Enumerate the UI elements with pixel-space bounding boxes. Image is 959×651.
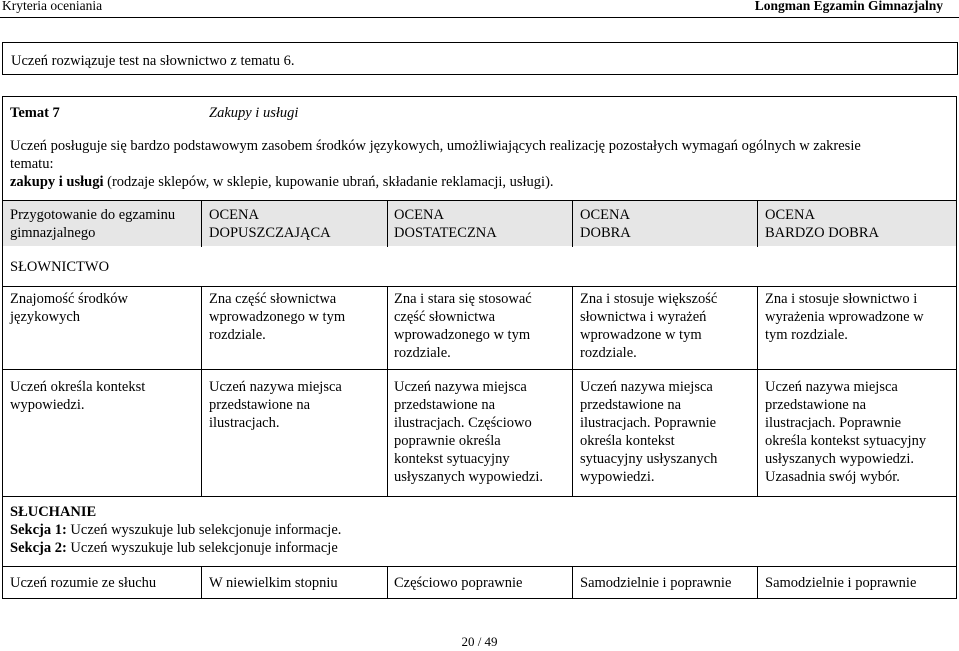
header-prep [10,206,175,242]
rule-row2 [3,496,957,497]
row1-grade-4 [580,290,755,362]
row2-grade-5-l4: określa kontekst sytuacyjny [765,433,927,449]
row2-grade-2-l2: przedstawione na [209,397,311,413]
row2-grade-4-l3: ilustracjach. Poprawnie [580,415,717,431]
topic-desc-rest: (rodzaje sklepów, w sklepie, kupowanie ubrań, składanie reklamacji, usługi). [103,174,554,190]
col-rule-4b [757,286,758,497]
col-rule-2b [387,286,388,497]
topic-desc-bold: zakupy i usługi [10,174,104,190]
row1-grade-3 [394,290,569,362]
row2-grade-4-l5: sytuacyjny usłyszanych [580,451,718,467]
row2-criterion-l1: Uczeń określa kontekst [10,379,146,395]
row1-grade-5-l2: wyrażenia wprowadzone w [765,309,924,325]
page-number: 20 / 49 [461,634,498,649]
row2-grade-4-l1: Uczeń nazywa miejsca [580,379,713,395]
header-grade-4-line1: OCENA [580,207,630,223]
last-row-grade-3: Częściowo poprawnie [394,575,523,591]
row1-grade-3-l1: Zna i stara się stosować [394,291,532,307]
row1-grade-2-l3: rozdziale. [209,327,266,343]
previous-topic-box [2,42,958,75]
header-rule [0,17,959,18]
page-header [0,0,959,20]
listening-title: SŁUCHANIE [10,504,97,520]
header-grade-4 [580,206,631,242]
row2-grade-2 [209,378,384,432]
row2-grade-3-l1: Uczeń nazywa miejsca [394,379,527,395]
row1-grade-2 [209,290,384,344]
col-rule-2a [387,200,388,247]
row1-grade-5-l3: tym rozdziale. [765,327,848,343]
row1-grade-4-l4: rozdziale. [580,345,637,361]
row2-grade-5-l1: Uczeń nazywa miejsca [765,379,898,395]
row2-grade-3-l4: poprawnie określa [394,433,501,449]
row2-grade-5 [765,378,955,486]
row2-grade-3-l5: kontekst sytuacyjny [394,451,510,467]
listening-s2-label: Sekcja 2: [10,540,67,556]
row2-criterion-l2: wypowiedzi. [10,397,85,413]
topic-desc-line3 [10,173,955,191]
rule-above-last [3,566,957,567]
row2-grade-3-l6: usłyszanych wypowiedzi. [394,469,543,485]
header-prep-line2: gimnazjalnego [10,225,96,241]
section-vocabulary: SŁOWNICTWO [10,259,110,275]
row2-criterion [10,378,195,414]
rule-above-header [3,200,957,201]
row1-grade-4-l3: wprowadzone w tym [580,327,702,343]
row1-grade-4-l1: Zna i stosuje większość [580,291,718,307]
row2-grade-4-l4: określa kontekst [580,433,675,449]
listening-s1-text: Uczeń wyszukuje lub selekcjonuje informacje. [66,522,342,538]
row2-grade-3 [394,378,569,486]
header-grade-4-line2: DOBRA [580,225,631,241]
row1-criterion [10,290,195,326]
topic-description [10,137,955,191]
header-right-title: Longman Egzamin Gimnazjalny [754,0,943,13]
header-grade-3 [394,206,497,242]
row2-grade-5-l6: Uzasadnia swój wybór. [765,469,900,485]
listening-section-2 [10,539,610,557]
row2-grade-4-l2: przedstawione na [580,397,682,413]
row2-grade-4 [580,378,755,486]
header-left-title: Kryteria oceniania [2,0,103,13]
row2-grade-5-l2: przedstawione na [765,397,867,413]
row1-grade-4-l2: słownictwa i wyrażeń [580,309,707,325]
last-row-grade-2: W niewielkim stopniu [209,575,338,591]
row1-criterion-l1: Znajomość środków [10,291,128,307]
header-grade-5 [765,206,879,242]
row1-grade-3-l3: wprowadzonego w tym [394,327,531,343]
last-row-grade-5: Samodzielnie i poprawnie [765,575,917,591]
section-listening [10,503,610,557]
rule-below-vocab [3,286,957,287]
listening-s2-text: Uczeń wyszukuje lub selekcjonuje informacje [66,540,338,556]
row1-criterion-l2: językowych [10,309,81,325]
col-rule-4a [757,200,758,247]
row1-grade-3-l2: część słownictwa [394,309,496,325]
row1-grade-3-l4: rozdziale. [394,345,451,361]
row2-grade-3-l2: przedstawione na [394,397,496,413]
header-grade-5-line1: OCENA [765,207,815,223]
row1-grade-5-l1: Zna i stosuje słownictwo i [765,291,918,307]
col-rule-3a [572,200,573,247]
row2-grade-5-l3: ilustracjach. Poprawnie [765,415,902,431]
row2-grade-4-l6: wypowiedzi. [580,469,655,485]
row1-grade-2-l2: wprowadzonego w tym [209,309,346,325]
topic-label: Temat 7 [10,105,60,121]
header-grade-2-line1: OCENA [209,207,259,223]
previous-topic-note: Uczeń rozwiązuje test na słownictwo z tematu 6. [11,53,295,69]
col-rule-4c [757,566,758,599]
col-rule-3b [572,286,573,497]
header-prep-line1: Przygotowanie do egzaminu [10,207,176,223]
row2-grade-3-l3: ilustracjach. Częściowo [394,415,532,431]
header-grade-2 [209,206,331,242]
topic-desc-line1: Uczeń posługuje się bardzo podstawowym zasobem środków językowych, umożliwiających realizację pozostałych wymagań ogólnych w zakresie [10,138,861,154]
col-rule-1b [201,286,202,497]
header-grade-3-line1: OCENA [394,207,444,223]
last-row-grade-4: Samodzielnie i poprawnie [580,575,732,591]
topic-desc-line2: tematu: [10,156,54,172]
row1-grade-2-l1: Zna część słownictwa [209,291,337,307]
header-grade-2-line2: DOPUSZCZAJĄCA [209,225,331,241]
row2-grade-5-l5: usłyszanych wypowiedzi. [765,451,914,467]
row1-grade-5 [765,290,955,344]
rule-row1 [3,369,957,370]
row2-grade-2-l1: Uczeń nazywa miejsca [209,379,342,395]
col-rule-2c [387,566,388,599]
header-grade-5-line2: BARDZO DOBRA [765,225,879,241]
listening-s1-label: Sekcja 1: [10,522,67,538]
header-grade-3-line2: DOSTATECZNA [394,225,497,241]
col-rule-1a [201,200,202,247]
listening-section-1 [10,521,610,539]
col-rule-1c [201,566,202,599]
topic-title: Zakupy i usługi [209,105,299,121]
col-rule-3c [572,566,573,599]
last-row-criterion: Uczeń rozumie ze słuchu [10,575,157,591]
row2-grade-2-l3: ilustracjach. [209,415,280,431]
